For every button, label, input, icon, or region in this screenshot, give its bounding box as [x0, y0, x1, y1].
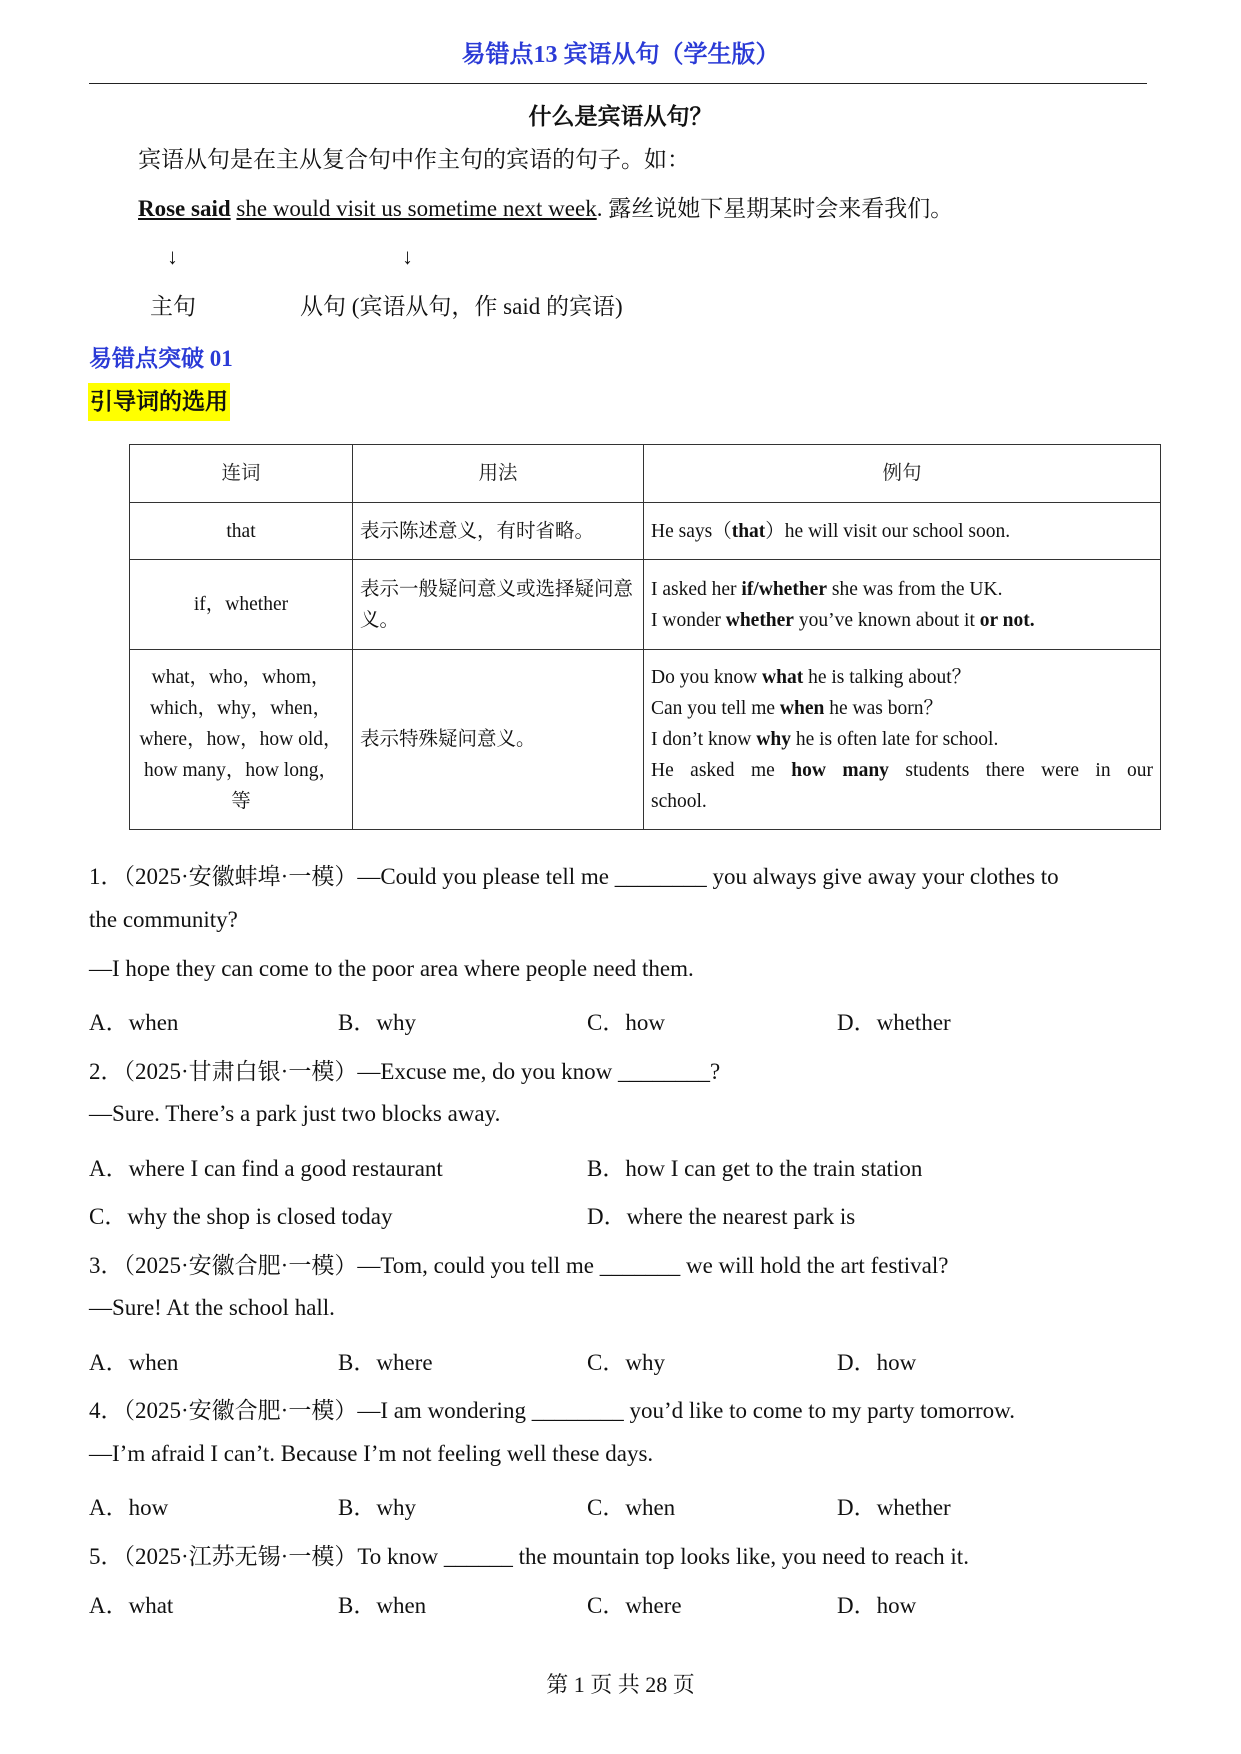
- table-header-row: [130, 445, 1161, 503]
- example-main-clause: Rose said: [138, 196, 231, 221]
- usage-cell: 表示一般疑问意义或选择疑问意义。: [353, 560, 644, 650]
- question-stem: 1．（2025·安徽蚌埠·一模）—Could you please tell me ________ you always give away your clothes to: [89, 864, 1059, 889]
- example-line: I wonder whether you’ve known about it or not.: [651, 609, 1035, 631]
- usage-cell: 表示特殊疑问意义。: [353, 650, 644, 830]
- highlighted-topic: 引导词的选用: [88, 383, 230, 421]
- page-title: 易错点13 宾语从句（学生版）: [461, 42, 780, 68]
- conjunction-cell: that: [130, 503, 353, 560]
- example-line: He says（that）he will visit our school soon.: [651, 520, 1011, 542]
- header-cell: 用法: [353, 445, 644, 503]
- page-number: 第 1 页 共 28 页: [546, 1672, 695, 1697]
- example-object-clause: she would visit us sometime next week: [236, 196, 597, 221]
- question-stem: 3．（2025·安徽合肥·一模）—Tom, could you tell me _______ we will hold the art festival?: [89, 1253, 949, 1278]
- main-clause-label: 主句: [150, 294, 196, 319]
- header-rule: [89, 83, 1147, 84]
- table-row: [130, 503, 1161, 560]
- question-reply: —Sure! At the school hall.: [89, 1295, 335, 1320]
- option-b[interactable]: B．why: [338, 1010, 416, 1035]
- usage-cell: 表示陈述意义，有时省略。: [353, 503, 644, 560]
- conjunction-cell: what，who，whom，which，why，when，where，how，how old，how many，how long，等: [130, 650, 353, 830]
- option-c[interactable]: C．why: [587, 1350, 665, 1375]
- example-cell: [644, 560, 1161, 650]
- conjunction-cell: if，whether: [130, 560, 353, 650]
- guide-words-table: [129, 444, 1161, 830]
- example-line: I don’t know why he is often late for school.: [651, 729, 999, 750]
- example-line: I asked her if/whether she was from the UK.: [651, 578, 1003, 600]
- option-c[interactable]: C．when: [587, 1495, 676, 1520]
- option-b[interactable]: B．where: [338, 1350, 433, 1375]
- down-arrow-icon: ↓: [402, 244, 413, 269]
- option-a[interactable]: A．where I can find a good restaurant: [89, 1156, 443, 1181]
- section-heading: 易错点突破 01: [89, 346, 233, 371]
- option-b[interactable]: B．when: [338, 1593, 427, 1618]
- intro-heading: 什么是宾语从句？: [528, 104, 713, 129]
- table-row: [130, 560, 1161, 650]
- option-d[interactable]: D．how: [837, 1593, 917, 1618]
- example-translation: . 露丝说她下星期某时会来看我们。: [596, 196, 954, 221]
- option-b[interactable]: B．why: [338, 1495, 416, 1520]
- option-b[interactable]: B．how I can get to the train station: [587, 1156, 923, 1181]
- option-c[interactable]: C．where: [587, 1593, 682, 1618]
- question-stem: 5．（2025·江苏无锡·一模）To know ______ the mountain top looks like, you need to reach it.: [89, 1544, 969, 1569]
- header-cell: 例句: [644, 445, 1161, 503]
- down-arrow-icon: ↓: [167, 244, 178, 269]
- table-row: [130, 650, 1161, 830]
- question-stem: 4．（2025·安徽合肥·一模）—I am wondering ________ you’d like to come to my party tomorrow.: [89, 1398, 1016, 1423]
- option-d[interactable]: D．how: [837, 1350, 917, 1375]
- example-cell: [644, 503, 1161, 560]
- option-a[interactable]: A．how: [89, 1495, 169, 1520]
- object-clause-label: 从句 (宾语从句，作 said 的宾语): [300, 294, 623, 319]
- example-sentence: [138, 194, 953, 224]
- question-reply: —I’m afraid I can’t. Because I’m not feeling well these days.: [89, 1441, 654, 1466]
- example-cell: [644, 650, 1161, 830]
- example-line: Do you know what he is talking about？: [651, 667, 972, 688]
- question-reply: —Sure. There’s a park just two blocks away.: [89, 1101, 501, 1126]
- option-d[interactable]: D．where the nearest park is: [587, 1204, 856, 1229]
- question-reply: —I hope they can come to the poor area where people need them.: [89, 956, 694, 981]
- example-line: He asked me how many students there were in our school.: [651, 760, 1153, 812]
- option-a[interactable]: A．when: [89, 1350, 179, 1375]
- option-a[interactable]: A．what: [89, 1593, 174, 1618]
- question-stem-continued: the community?: [89, 907, 238, 932]
- option-a[interactable]: A．when: [89, 1010, 179, 1035]
- definition-text: 宾语从句是在主从复合句中作主句的宾语的句子。如：: [138, 147, 690, 172]
- option-c[interactable]: C．how: [587, 1010, 665, 1035]
- option-d[interactable]: D．whether: [837, 1495, 951, 1520]
- header-cell: 连词: [130, 445, 353, 503]
- option-d[interactable]: D．whether: [837, 1010, 951, 1035]
- question-stem: 2．（2025·甘肃白银·一模）—Excuse me, do you know ________?: [89, 1059, 721, 1084]
- example-line: Can you tell me when he was born？: [651, 698, 943, 719]
- option-c[interactable]: C．why the shop is closed today: [89, 1204, 393, 1229]
